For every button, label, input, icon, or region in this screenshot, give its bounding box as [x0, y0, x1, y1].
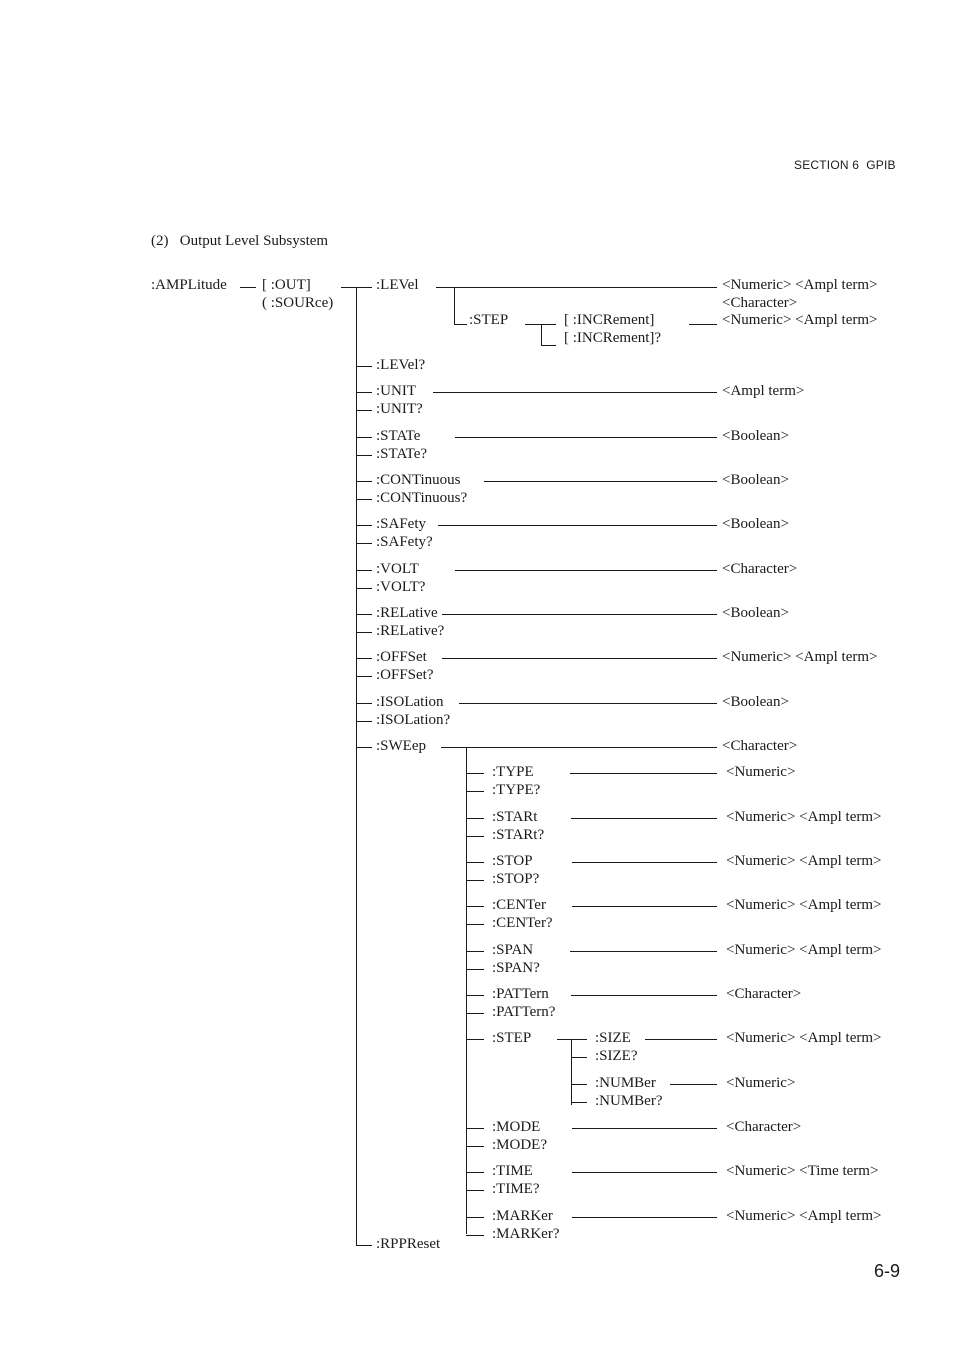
- level-param-character: <Character>: [722, 295, 798, 311]
- state-query: :STATe?: [376, 446, 428, 462]
- safety-param: <Boolean>: [722, 516, 789, 532]
- sweep-marker-param: <Numeric> <Ampl term>: [726, 1208, 882, 1224]
- relative-query: :RELative?: [376, 623, 445, 639]
- offset-command: :OFFSet: [376, 649, 427, 665]
- level-param-numeric: <Numeric> <Ampl term>: [722, 277, 878, 293]
- volt-command: :VOLT: [376, 561, 419, 577]
- sweep-time-param: <Numeric> <Time term>: [726, 1163, 879, 1179]
- volt-param: <Character>: [722, 561, 798, 577]
- sweep-step-number-command: :NUMBer: [595, 1075, 656, 1091]
- section-number: (2): [151, 233, 169, 249]
- offset-query: :OFFSet?: [376, 667, 434, 683]
- sweep-center-param: <Numeric> <Ampl term>: [726, 897, 882, 913]
- continuous-param: <Boolean>: [722, 472, 789, 488]
- sweep-time-command: :TIME: [492, 1163, 533, 1179]
- isolation-param: <Boolean>: [722, 694, 789, 710]
- level-step-increment: [ :INCRement]: [564, 312, 655, 328]
- unit-param: <Ampl term>: [722, 383, 805, 399]
- state-param: <Boolean>: [722, 428, 789, 444]
- page-number: 6-9: [874, 1261, 901, 1281]
- sweep-pattern-param: <Character>: [726, 986, 802, 1002]
- volt-query: :VOLT?: [376, 579, 426, 595]
- state-command: :STATe: [376, 428, 421, 444]
- sweep-param: <Character>: [722, 738, 798, 754]
- sweep-step-number-param: <Numeric>: [726, 1075, 796, 1091]
- sweep-mode-query: :MODE?: [492, 1137, 547, 1153]
- sweep-step-number-query: :NUMBer?: [595, 1093, 663, 1109]
- sweep-pattern-command: :PATTern: [492, 986, 549, 1002]
- sweep-step-size-query: :SIZE?: [595, 1048, 638, 1064]
- level-command: :LEVel: [376, 277, 419, 293]
- sweep-mode-command: :MODE: [492, 1119, 541, 1135]
- sweep-command: :SWEep: [376, 738, 426, 754]
- section-title-text: Output Level Subsystem: [179, 233, 329, 249]
- sweep-step-size-param: <Numeric> <Ampl term>: [726, 1030, 882, 1046]
- sweep-span-command: :SPAN: [492, 942, 534, 958]
- sweep-type-command: :TYPE: [492, 764, 534, 780]
- amplitude-command: :AMPLitude: [151, 277, 227, 293]
- source-subsystem: ( :SOURce): [262, 295, 334, 311]
- level-step-increment-query: [ :INCRement]?: [564, 330, 662, 346]
- continuous-command: :CONTinuous: [376, 472, 461, 488]
- sweep-stop-query: :STOP?: [492, 871, 540, 887]
- sweep-type-param: <Numeric>: [726, 764, 796, 780]
- unit-command: :UNIT: [376, 383, 416, 399]
- offset-param: <Numeric> <Ampl term>: [722, 649, 878, 665]
- sweep-span-param: <Numeric> <Ampl term>: [726, 942, 882, 958]
- sweep-mode-param: <Character>: [726, 1119, 802, 1135]
- sweep-marker-command: :MARKer: [492, 1208, 553, 1224]
- header-section: SECTION 6: [794, 158, 860, 172]
- relative-param: <Boolean>: [722, 605, 789, 621]
- isolation-command: :ISOLation: [376, 694, 444, 710]
- unit-query: :UNIT?: [376, 401, 423, 417]
- sweep-center-command: :CENTer: [492, 897, 546, 913]
- safety-command: :SAFety: [376, 516, 427, 532]
- safety-query: :SAFety?: [376, 534, 433, 550]
- out-subsystem: [ :OUT]: [262, 277, 311, 293]
- sweep-pattern-query: :PATTern?: [492, 1004, 556, 1020]
- sweep-start-query: :STARt?: [492, 827, 545, 843]
- sweep-stop-command: :STOP: [492, 853, 533, 869]
- level-step-command: :STEP: [469, 312, 509, 328]
- header-chapter: GPIB: [866, 158, 896, 172]
- isolation-query: :ISOLation?: [376, 712, 451, 728]
- sweep-start-command: :STARt: [492, 809, 538, 825]
- sweep-start-param: <Numeric> <Ampl term>: [726, 809, 882, 825]
- level-step-param: <Numeric> <Ampl term>: [722, 312, 878, 328]
- sweep-span-query: :SPAN?: [492, 960, 540, 976]
- sweep-step-size-command: :SIZE: [595, 1030, 631, 1046]
- relative-command: :RELative: [376, 605, 438, 621]
- sweep-stop-param: <Numeric> <Ampl term>: [726, 853, 882, 869]
- sweep-time-query: :TIME?: [492, 1181, 540, 1197]
- level-query: :LEVel?: [376, 357, 426, 373]
- continuous-query: :CONTinuous?: [376, 490, 468, 506]
- rppreset-command: :RPPReset: [376, 1236, 441, 1252]
- sweep-marker-query: :MARKer?: [492, 1226, 560, 1242]
- sweep-center-query: :CENTer?: [492, 915, 553, 931]
- sweep-type-query: :TYPE?: [492, 782, 541, 798]
- sweep-step-command: :STEP: [492, 1030, 532, 1046]
